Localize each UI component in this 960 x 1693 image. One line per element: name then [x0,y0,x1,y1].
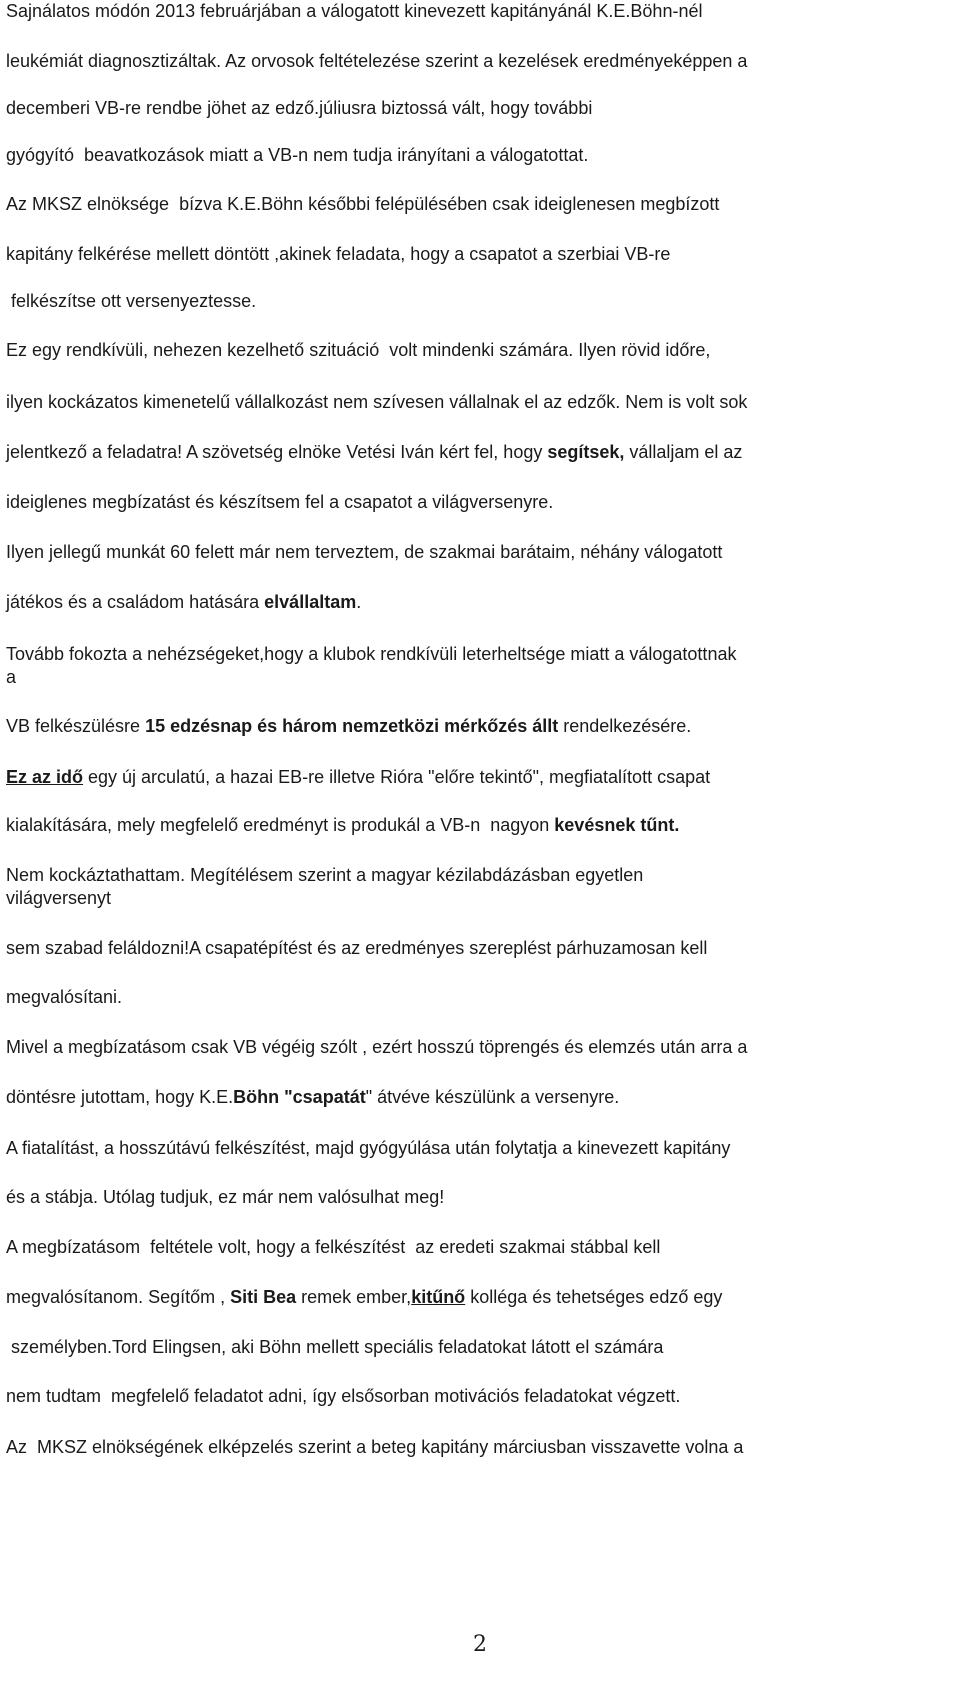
text-line [6,339,710,361]
text-span: és a stábja. Utólag tudjuk, ez már nem valósulhat meg! [6,1187,445,1207]
text-span: sem szabad feláldozni!A csapatépítést és az eredményes szereplést párhuzamosan kell [6,938,708,958]
text-line [6,1236,660,1258]
text-span: személyben.Tord Elingsen, aki Böhn mellett speciális feladatokat látott el számára [6,1337,664,1357]
text-line [6,1336,663,1358]
text-line [6,643,736,665]
bold-text-span: Ez az idő [6,767,84,787]
text-span: vállaljam el az [624,442,743,462]
text-span: leukémiát diagnosztizáltak. Az orvosok feltételezése szerint a kezelések eredményeképpen a [6,51,748,71]
text-span: kapitány felkérése mellett döntött ,akinek feladata, hogy a csapatot a szerbiai VB-re [6,244,671,264]
text-span: A fiatalítást, a hosszútávú felkészítést, majd gyógyúlása után folytatja a kinevezett kapitány [6,1138,731,1158]
text-line [6,243,670,265]
text-line [6,1137,730,1159]
text-span: Ilyen jellegű munkát 60 felett már nem terveztem, de szakmai barátaim, néhány válogatott [6,542,723,562]
text-line [6,1086,619,1108]
text-span: egy új arculatú, a hazai EB-re illetve Rióra "előre tekintő", megfiatalított csapat [83,767,711,787]
bold-text-span: elvállaltam [264,592,357,612]
text-line [6,1436,743,1458]
text-span: Mivel a megbízatásom csak VB végéig szólt , ezért hosszú töprengés és elemzés után arra a [6,1037,748,1057]
bold-text-span: kitűnő [411,1287,466,1307]
bold-text-span: segítsek, [547,442,625,462]
text-line [6,290,256,312]
text-span: . [356,592,362,612]
text-line [6,591,361,613]
text-span: Az MKSZ elnökségének elképzelés szerint a beteg kapitány márciusban visszavette volna a [6,1437,744,1457]
text-span: Ez egy rendkívüli, nehezen kezelhető szituáció volt mindenki számára. Ilyen rövid időre, [6,340,711,360]
text-line [6,441,742,463]
text-line [6,491,553,513]
text-span: döntésre jutottam, hogy K.E. [6,1087,234,1107]
text-span: jelentkező a feladatra! A szövetség elnöke Vetési Iván kért fel, hogy [6,442,548,462]
text-span: felkészítse ott versenyeztesse. [6,291,257,311]
text-span: Tovább fokozta a nehézségeket,hogy a klubok rendkívüli leterheltsége miatt a válogatottnak [6,644,737,664]
text-span: a [6,667,17,687]
text-span: megvalósítanom. Segítőm , [6,1287,231,1307]
text-span: kialakítására, mely megfelelő eredményt is produkál a VB-n nagyon [6,815,555,835]
text-span: gyógyító beavatkozások miatt a VB-n nem tudja irányítani a válogatottat. [6,145,589,165]
text-span: remek ember, [296,1287,412,1307]
text-line [6,666,16,688]
text-line [6,937,707,959]
text-span: " átvéve készülünk a versenyre. [365,1087,620,1107]
text-line [6,50,747,72]
text-line [6,1385,680,1407]
text-span: rendelkezésére. [558,716,692,736]
text-span: megvalósítani. [6,987,123,1007]
text-span: decemberi VB-re rendbe jöhet az edző.júliusra biztossá vált, hogy további [6,98,593,118]
text-line [6,715,691,737]
text-line [6,986,122,1008]
text-line [6,541,722,563]
text-line [6,864,643,886]
bold-text-span: Böhn "csapatát [233,1087,366,1107]
text-line [6,766,710,788]
text-line [6,0,702,22]
text-span: világversenyt [6,888,112,908]
text-span: Sajnálatos módón 2013 februárjában a válogatott kinevezett kapitányánál K.E.Böhn-nél [6,1,703,21]
bold-text-span: Siti Bea [230,1287,297,1307]
text-line [6,391,747,413]
text-line [6,1186,444,1208]
text-line [6,97,592,119]
text-line [6,814,679,836]
text-span: Nem kockáztathattam. Megítélésem szerint a magyar kézilabdázásban egyetlen [6,865,644,885]
text-span: nem tudtam megfelelő feladatot adni, így elsősorban motivációs feladatokat végzett. [6,1386,681,1406]
text-line [6,1286,722,1308]
text-span: ilyen kockázatos kimenetelű vállalkozást nem szívesen vállalnak el az edzők. Nem is volt sok [6,392,748,412]
text-span: ideiglenes megbízatást és készítsem fel a csapatot a világversenyre. [6,492,554,512]
text-span: VB felkészülésre [6,716,146,736]
text-span: játékos és a családom hatására [6,592,265,612]
text-span: kolléga és tehetséges edző egy [465,1287,723,1307]
text-line [6,1036,747,1058]
text-line [6,144,588,166]
bold-text-span: 15 edzésnap és három nemzetközi mérkőzés állt [145,716,559,736]
text-line [6,193,719,215]
text-line [6,887,111,909]
page-number: 2 [473,1632,487,1657]
text-span: A megbízatásom feltétele volt, hogy a felkészítést az eredeti szakmai stábbal kell [6,1237,661,1257]
bold-text-span: kevésnek tűnt. [554,815,680,835]
text-span: Az MKSZ elnöksége bízva K.E.Böhn későbbi felépülésében csak ideiglenesen megbízott [6,194,720,214]
